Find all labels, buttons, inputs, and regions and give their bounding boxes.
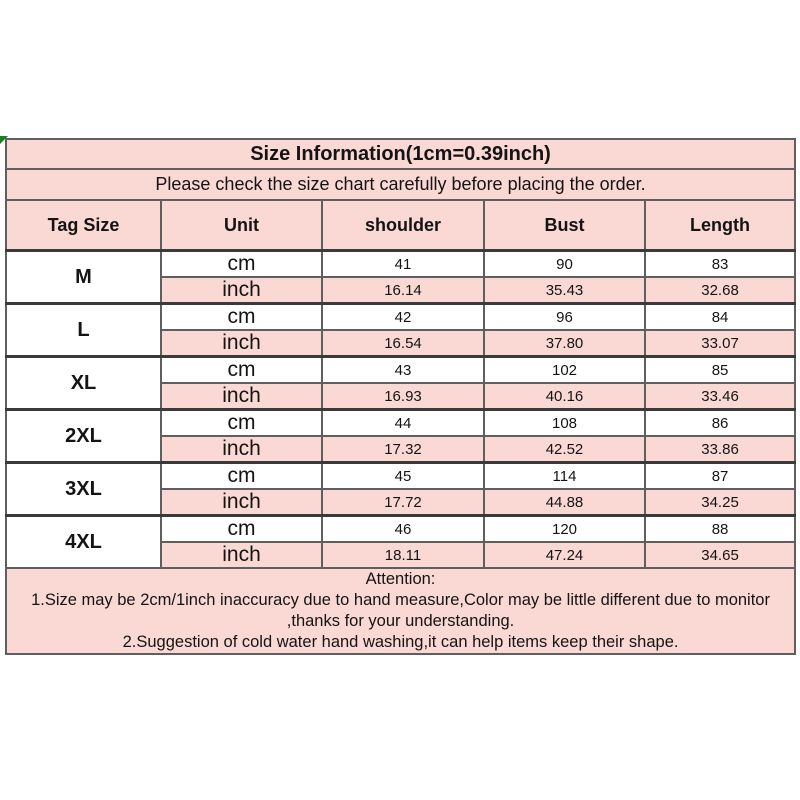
tag-size-cell: XL: [6, 357, 161, 410]
value-cell-inch: 16.93: [322, 383, 484, 410]
value-cell-cm: 114: [484, 463, 645, 490]
value-cell-inch: 34.25: [645, 489, 795, 516]
value-cell-cm: 46: [322, 516, 484, 543]
size-row-cm: [6, 251, 795, 278]
value-cell-cm: 85: [645, 357, 795, 384]
col-header-length: Length: [645, 200, 795, 251]
subtitle-row: [6, 169, 795, 200]
value-cell-cm: 87: [645, 463, 795, 490]
unit-label-cm: cm: [161, 410, 322, 437]
value-cell-inch: 37.80: [484, 330, 645, 357]
value-cell-cm: 88: [645, 516, 795, 543]
unit-label-inch: inch: [161, 383, 322, 410]
excel-corner-artifact-icon: [0, 136, 8, 144]
value-cell-inch: 17.72: [322, 489, 484, 516]
size-row-cm: [6, 516, 795, 543]
value-cell-cm: 108: [484, 410, 645, 437]
attention-line: ,thanks for your understanding.: [286, 612, 515, 630]
size-row-cm: [6, 463, 795, 490]
attention-row: [6, 568, 795, 654]
unit-label-inch: inch: [161, 542, 322, 568]
attention-note: [6, 568, 795, 654]
size-row-cm: [6, 357, 795, 384]
size-row-cm: [6, 410, 795, 437]
value-cell-cm: 42: [322, 304, 484, 331]
value-cell-inch: 42.52: [484, 436, 645, 463]
value-cell-cm: 96: [484, 304, 645, 331]
value-cell-cm: 44: [322, 410, 484, 437]
unit-label-inch: inch: [161, 436, 322, 463]
attention-line: 2.Suggestion of cold water hand washing,it can help items keep their shape.: [122, 633, 679, 651]
tag-size-cell: 3XL: [6, 463, 161, 516]
size-chart-table: [5, 138, 796, 655]
value-cell-inch: 32.68: [645, 277, 795, 304]
value-cell-cm: 86: [645, 410, 795, 437]
col-header-shoulder: shoulder: [322, 200, 484, 251]
unit-label-cm: cm: [161, 304, 322, 331]
unit-label-cm: cm: [161, 357, 322, 384]
unit-label-inch: inch: [161, 277, 322, 304]
value-cell-inch: 18.11: [322, 542, 484, 568]
value-cell-inch: 34.65: [645, 542, 795, 568]
value-cell-inch: 44.88: [484, 489, 645, 516]
col-header-bust: Bust: [484, 200, 645, 251]
value-cell-cm: 102: [484, 357, 645, 384]
value-cell-cm: 84: [645, 304, 795, 331]
value-cell-cm: 90: [484, 251, 645, 278]
value-cell-inch: 40.16: [484, 383, 645, 410]
size-rows: [6, 251, 795, 569]
value-cell-inch: 33.86: [645, 436, 795, 463]
tag-size-cell: L: [6, 304, 161, 357]
col-header-tag-size: Tag Size: [6, 200, 161, 251]
attention-line: Attention:: [365, 570, 436, 588]
unit-label-cm: cm: [161, 251, 322, 278]
attention-line: 1.Size may be 2cm/1inch inaccuracy due to hand measure,Color may be little different due to monitor: [31, 591, 770, 609]
value-cell-cm: 120: [484, 516, 645, 543]
tag-size-cell: 2XL: [6, 410, 161, 463]
value-cell-cm: 83: [645, 251, 795, 278]
table-subtitle: Please check the size chart carefully before placing the order.: [6, 169, 795, 200]
value-cell-cm: 45: [322, 463, 484, 490]
value-cell-inch: 16.14: [322, 277, 484, 304]
unit-label-cm: cm: [161, 516, 322, 543]
col-header-unit: Unit: [161, 200, 322, 251]
column-header-row: [6, 200, 795, 251]
size-row-cm: [6, 304, 795, 331]
unit-label-inch: inch: [161, 489, 322, 516]
value-cell-cm: 41: [322, 251, 484, 278]
value-cell-inch: 33.07: [645, 330, 795, 357]
tag-size-cell: M: [6, 251, 161, 304]
value-cell-inch: 33.46: [645, 383, 795, 410]
value-cell-inch: 16.54: [322, 330, 484, 357]
value-cell-inch: 47.24: [484, 542, 645, 568]
value-cell-inch: 35.43: [484, 277, 645, 304]
unit-label-inch: inch: [161, 330, 322, 357]
title-row: [6, 139, 795, 169]
table-title: Size Information(1cm=0.39inch): [6, 139, 795, 169]
value-cell-inch: 17.32: [322, 436, 484, 463]
unit-label-cm: cm: [161, 463, 322, 490]
tag-size-cell: 4XL: [6, 516, 161, 569]
value-cell-cm: 43: [322, 357, 484, 384]
